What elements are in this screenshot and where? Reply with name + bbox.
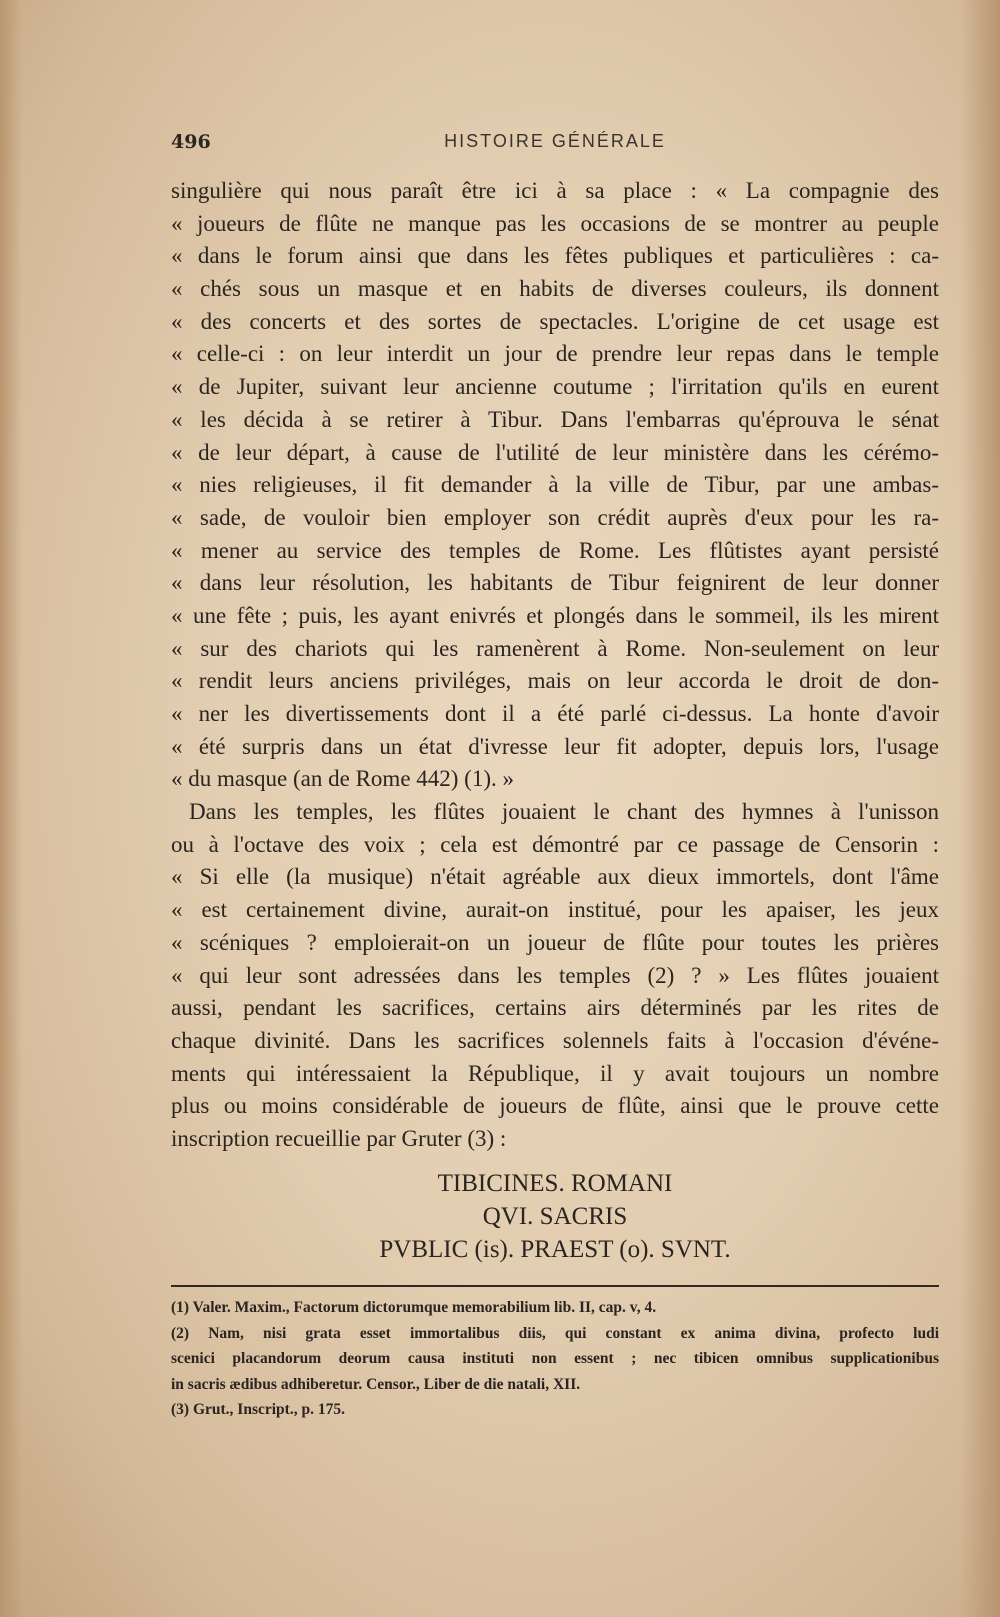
text-line: « mener au service des temples de Rome. Les flûtistes ayant persisté [171, 537, 939, 563]
text-line: « rendit leurs anciens priviléges, mais on leur accorda le droit de don- [171, 668, 939, 694]
text-line: aussi, pendant les sacrifices, certains airs déterminés par les rites de [171, 995, 939, 1021]
main-text [171, 175, 939, 1156]
text-line: « qui leur sont adressées dans les temples (2) ? » Les flûtes jouaient [171, 962, 939, 988]
inscription-line: QVI. SACRIS [482, 1203, 628, 1230]
footnotes [171, 1295, 939, 1423]
text-line: plus ou moins considérable de joueurs de flûte, ainsi que le prouve cette [171, 1093, 939, 1119]
footnote-3: (3) Grut., Inscript., p. 175. [171, 1401, 345, 1418]
text-line: « de leur départ, à cause de l'utilité de leur ministère dans les cérémo- [171, 439, 939, 465]
text-line: « nies religieuses, il fit demander à la ville de Tibur, par une ambas- [171, 472, 939, 498]
text-line: chaque divinité. Dans les sacrifices solennels faits à l'occasion d'événe- [171, 1027, 939, 1053]
text-line: « été surpris dans un état d'ivresse leur fit adopter, depuis lors, l'usage [171, 733, 939, 759]
footnote-2: (2) Nam, nisi grata esset immortalibus diis, qui constant ex anima divina, profecto ludi [171, 1324, 939, 1342]
text-line: « Si elle (la musique) n'était agréable aux dieux immortels, dont l'âme [171, 864, 939, 890]
text-line: « dans leur résolution, les habitants de Tibur feignirent de leur donner [171, 570, 939, 596]
text-line: « de Jupiter, suivant leur ancienne coutume ; l'irritation qu'ils en eurent [171, 374, 939, 400]
text-line: « chés sous un masque et en habits de diverses couleurs, ils donnent [171, 276, 939, 302]
running-title: HISTOIRE GÉNÉRALE [444, 131, 666, 151]
text-line: ou à l'octave des voix ; cela est démontré par ce passage de Censorin : [171, 831, 939, 857]
text-line: « joueurs de flûte ne manque pas les occasions de se montrer au peuple [171, 210, 939, 236]
text-line: « du masque (an de Rome 442) (1). » [171, 766, 515, 792]
page-number: 496 [171, 131, 211, 153]
text-line: « sur des chariots qui les ramenèrent à Rome. Non-seulement on leur [171, 635, 939, 661]
text-line: « les décida à se retirer à Tibur. Dans l'embarras qu'éprouva le sénat [171, 406, 939, 432]
text-line: inscription recueillie par Gruter (3) : [171, 1125, 507, 1151]
latin-inscription [171, 1167, 939, 1266]
footnote-2-end: in sacris ædibus adhiberetur. Censor., Liber de die natali, XII. [171, 1375, 581, 1393]
inscription-line: PVBLIC (is). PRAEST (o). SVNT. [379, 1236, 731, 1263]
text-line: « des concerts et des sortes de spectacles. L'origine de cet usage est [171, 308, 939, 334]
text-line: « une fête ; puis, les ayant enivrés et plongés dans le sommeil, ils les mirent [171, 602, 939, 628]
inscription-line: TIBICINES. ROMANI [437, 1170, 673, 1197]
text-line: ments qui intéressaient la République, il y avait toujours un nombre [171, 1060, 939, 1086]
footnote-1: (1) Valer. Maxim., Factorum dictorumque memorabilium lib. II, cap. v, 4. [171, 1299, 657, 1316]
footnote-2-continued: scenici placandorum deorum causa instituti non essent ; nec tibicen omnibus supplicationibus [171, 1350, 939, 1367]
text-line: « sade, de vouloir bien employer son crédit auprès d'eux pour les ra- [171, 504, 939, 530]
text-line: « ner les divertissements dont il a été parlé ci-dessus. La honte d'avoir [171, 701, 939, 726]
text-line: singulière qui nous paraît être ici à sa place : « La compagnie des [171, 178, 939, 203]
text-line: « dans le forum ainsi que dans les fêtes publiques et particulières : ca- [171, 243, 939, 269]
footnote-divider [171, 1285, 939, 1287]
text-line: « est certainement divine, aurait-on institué, pour les apaiser, les jeux [171, 897, 939, 923]
text-line: « celle-ci : on leur interdit un jour de prendre leur repas dans le temple [171, 341, 939, 367]
text-line: « scéniques ? emploierait-on un joueur de flûte pour toutes les prières [171, 929, 939, 955]
page-header [171, 131, 939, 157]
text-line: Dans les temples, les flûtes jouaient le chant des hymnes à l'unisson [189, 799, 939, 825]
